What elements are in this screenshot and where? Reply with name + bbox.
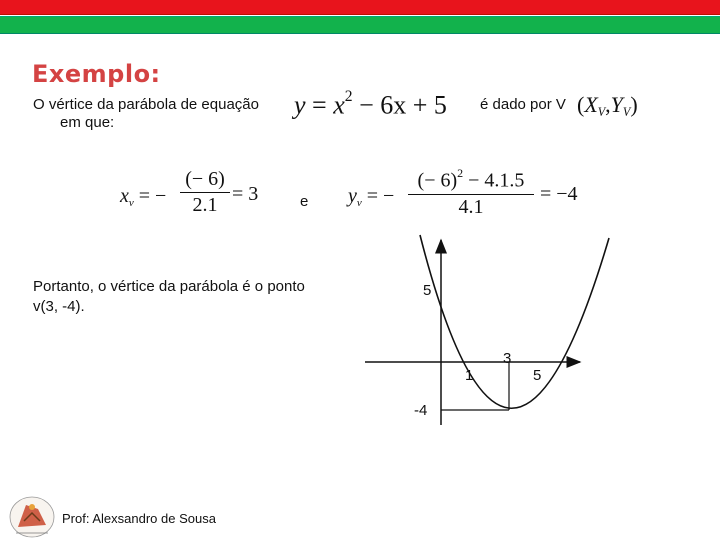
yv-var: y xyxy=(348,185,357,207)
conclusion-line-2: v(3, -4). xyxy=(33,298,85,315)
yv-sub: v xyxy=(356,196,362,209)
yv-eq-minus: = − xyxy=(366,185,395,207)
conclusion-line-1: Portanto, o vértice da parábola é o ponto xyxy=(33,278,305,295)
school-logo-icon xyxy=(8,495,56,539)
connector-e: e xyxy=(300,193,309,210)
slide-heading: Exemplo: xyxy=(32,60,161,88)
equation-y: y xyxy=(294,90,306,120)
yv-numerator-exp: 2 xyxy=(457,166,464,180)
xv-var: x xyxy=(120,185,129,207)
vertex-x-var: X xyxy=(584,92,598,117)
intro-line-1: O vértice da parábola de equação xyxy=(33,96,259,113)
intro-given-by: é dado por V xyxy=(480,96,566,113)
xv-sub: v xyxy=(128,196,134,209)
intro-line-2: em que: xyxy=(60,114,115,131)
xv-eq-minus: = − xyxy=(138,185,167,207)
x-tick-3: 3 xyxy=(503,350,512,367)
xv-denominator: 2.1 xyxy=(192,194,218,216)
y-tick-5: 5 xyxy=(423,282,432,299)
vertex-sep: , xyxy=(605,92,611,117)
xv-result: = 3 xyxy=(232,183,259,205)
equation-exponent: 2 xyxy=(344,88,353,105)
xv-numerator: (− 6) xyxy=(185,168,225,190)
x-tick-1: 1 xyxy=(465,367,474,384)
yv-numerator-rest: − 4.1.5 xyxy=(468,169,525,192)
yv-denominator: 4.1 xyxy=(458,195,484,218)
y-tick-neg4: -4 xyxy=(414,402,428,419)
equation-equals: = xyxy=(312,90,327,120)
equation-rest: − 6x + 5 xyxy=(359,90,447,120)
yv-numerator-base: (− 6) xyxy=(417,169,458,192)
vertex-open-paren: ( xyxy=(577,92,585,117)
footer-author: Prof: Alexsandro de Sousa xyxy=(62,511,216,526)
x-tick-5: 5 xyxy=(533,367,542,384)
yv-result: = −4 xyxy=(540,183,578,205)
equation-x: x xyxy=(333,90,345,120)
vertex-y-var: Y xyxy=(610,92,623,117)
vertex-y-sub: V xyxy=(622,105,631,120)
vertex-x-sub: V xyxy=(597,105,606,120)
parabola-curve xyxy=(420,235,609,408)
vertex-close-paren: ) xyxy=(630,92,638,117)
